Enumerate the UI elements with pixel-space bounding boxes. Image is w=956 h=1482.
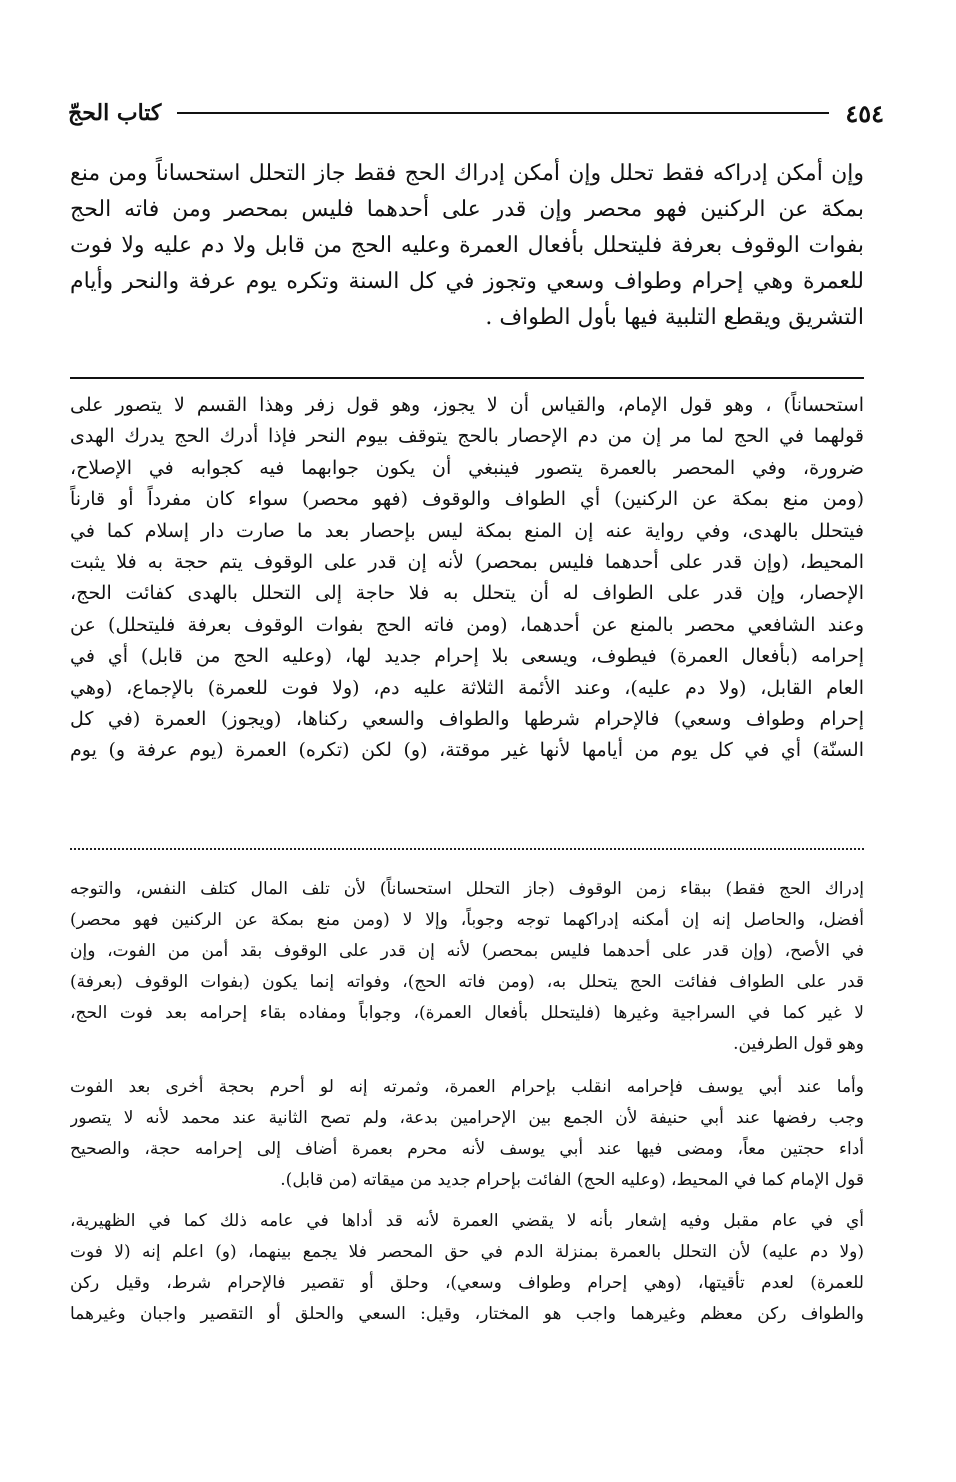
hashiya-line: أي في عام مقبل وفيه إشعار بأنه لا يقضي العمرة لأنه قد أداها في عامه ذلك كما في الظهيرية، — [70, 1211, 864, 1231]
hashiya-footnotes — [70, 874, 864, 1330]
matn-line: بمكة عن الركنين فهو محصر وإن قدر على أحدهما فليس بمحصر ومن فاته الحج — [70, 197, 864, 222]
sharh-line: إحرام وطواف وسعي) فالإحرام شرطها والطواف والسعي ركناها، (ويجوز) العمرة (في كل — [70, 707, 864, 730]
sharh-line: قولهما في الحج لما مر إن من دم الإحصار بالحج يتوقف بيوم النحر فإذا أدرك الحج يدرك الهدى — [70, 425, 864, 448]
sharh-line: (ومن منع بمكة عن الركنين) أي الطواف والوقوف (فهو محصر) سواء كان مفرداً أو قارناً — [70, 488, 864, 511]
sharh-line: العام القابل، (ولا دم عليه)، وعند الأئمة الثلاثة عليه دم، (ولا فوت للعمرة) بالإجماع، (وهي — [70, 676, 864, 699]
hashiya-line: وجب رفضها عند أبي حنيفة لأن الجمع بين الإحرامين بدعة، ولم تصح الثانية عند محمد لأنه لا يتصور — [70, 1108, 864, 1128]
matn-line: بفوات الوقوف بعرفة فليتحلل بأفعال العمرة وعليه الحج من قابل ولا دم عليه ولا فوت — [70, 233, 864, 258]
hashiya-line: للعمرة) لعدم تأقيتها، (وهي إحرام وطواف وسعي)، وحلق أو تقصير فالإحرام شرط، وقيل ركن — [70, 1273, 864, 1293]
matn-divider — [70, 377, 864, 379]
sharh-line: المحيط، (وإن قدر على أحدهما فليس بمحصر) لأنه إن قدر على الوقوف يتم حجة به فلا يثبت — [70, 550, 864, 573]
sharh-line: الإحصار، وإن قدر على الطواف له أن يتحلل به فلا حاجة إلى التحلل بالهدى كفائت الحج، — [70, 582, 864, 605]
matn-text — [70, 156, 864, 336]
matn-line: وإن أمكن إدراكه فقط تحلل وإن أمكن إدراك الحج فقط جاز التحلل استحساناً ومن منع — [70, 161, 864, 186]
page-number: ٤٥٤ — [845, 98, 884, 128]
page-header — [68, 96, 884, 130]
hashiya-line: أفضل، والحاصل إنه إن أمكنه إدراكهما توجه وجوباً، وإلا لا (ومن منع بمكة عن الركنين فهو محصر) — [70, 910, 864, 930]
sharh-commentary — [70, 390, 864, 767]
hashiya-line: قدر على الطواف ففائت الحج يتحلل به، (ومن فاته الحج)، وفواته إنما يكون (بفوات الوقوف (بعرفة) — [70, 972, 864, 992]
book-title: كتاب الحجّ — [68, 100, 162, 126]
sharh-line: استحساناً) ، وهو قول الإمام، والقياس أن لا يجوز، وهو قول زفر وهذا القسم لا يتصور على — [70, 394, 864, 416]
hashiya-line: في الأصح، (وإن قدر على أحدهما فليس بمحصر) لأنه إن قدر على الوقوف بقد أمن من الفوت، وإن — [70, 941, 864, 961]
hashiya-line: أداء حجتين معاً، ومضى فيها عند أبي يوسف لأنه محرم بعمرة أضاف إلى إحرامه حجة، والصحيح — [70, 1139, 864, 1159]
dotted-divider — [70, 848, 864, 850]
sharh-line: السنّة) أي في كل يوم من أيامها لأنها غير موقتة، (و) لكن (تكره) العمرة (يوم عرفة و) يوم — [70, 739, 864, 762]
hashiya-line: (ولا دم عليه) لأن التحلل بالعمرة بمنزلة الدم في حق المحصر فلا يجمع بينهما، (و) اعلم إنه (لا فوت — [70, 1242, 864, 1262]
hashiya-line: قول الإمام كما في المحيط، (وعليه الحج) الفائت بإحرام جديد من ميقاته (من قابل). — [280, 1170, 864, 1190]
hashiya-line: إدراك الحج فقط) ببقاء زمن الوقوف (جاز التحلل استحساناً) لأن تلف المال كتلف النفس، والتوجه — [70, 879, 864, 899]
matn-line: للعمرة وهي إحرام وطواف وسعي وتجوز في كل السنة وتكره يوم عرفة والنحر وأيام — [70, 269, 864, 294]
sharh-line: إحرامه (بأفعال العمرة) فيطوف، ويسعى بلا إحرام جديد لها، (وعليه الحج من قابل) أي في — [70, 645, 864, 668]
sharh-line: ضرورة، وفي المحصر بالعمرة يتصور فينبغي أن يكون جوابهما فيه كجوابه في الإصلاح، — [70, 456, 864, 479]
sharh-line: وعند الشافعي محصر بالمنع عن أحدهما، (ومن فاته الحج بفوات الوقوف بعرفة فليتحلل) عن — [70, 613, 864, 636]
hashiya-line: وهو قول الطرفين. — [733, 1034, 864, 1054]
header-rule — [177, 112, 829, 114]
sharh-line: فيتحلل بالهدى، وفي رواية عنه إن المنع بمكة ليس بإحصار بعد ما صارت دار إسلام كما في — [70, 519, 864, 542]
hashiya-line: وأما عند أبي يوسف فإحرامه انقلب بإحرام العمرة، وثمرته إنه لو أحرم بحجة أخرى بعد الفوت — [70, 1077, 864, 1097]
hashiya-line: لا غير كما في السراجية وغيرها (فليتحلل بأفعال العمرة)، وجواباً ومفاده بقاء إحرامه بعد فوت الحج، — [70, 1003, 864, 1023]
matn-line: التشريق ويقطع التلبية فيها بأول الطواف . — [485, 305, 864, 330]
hashiya-line: والطواف ركن معظم وغيرهما واجب هو المختار، وقيل: السعي والحلق أو التقصير واجبان وغيرهما — [70, 1304, 864, 1324]
